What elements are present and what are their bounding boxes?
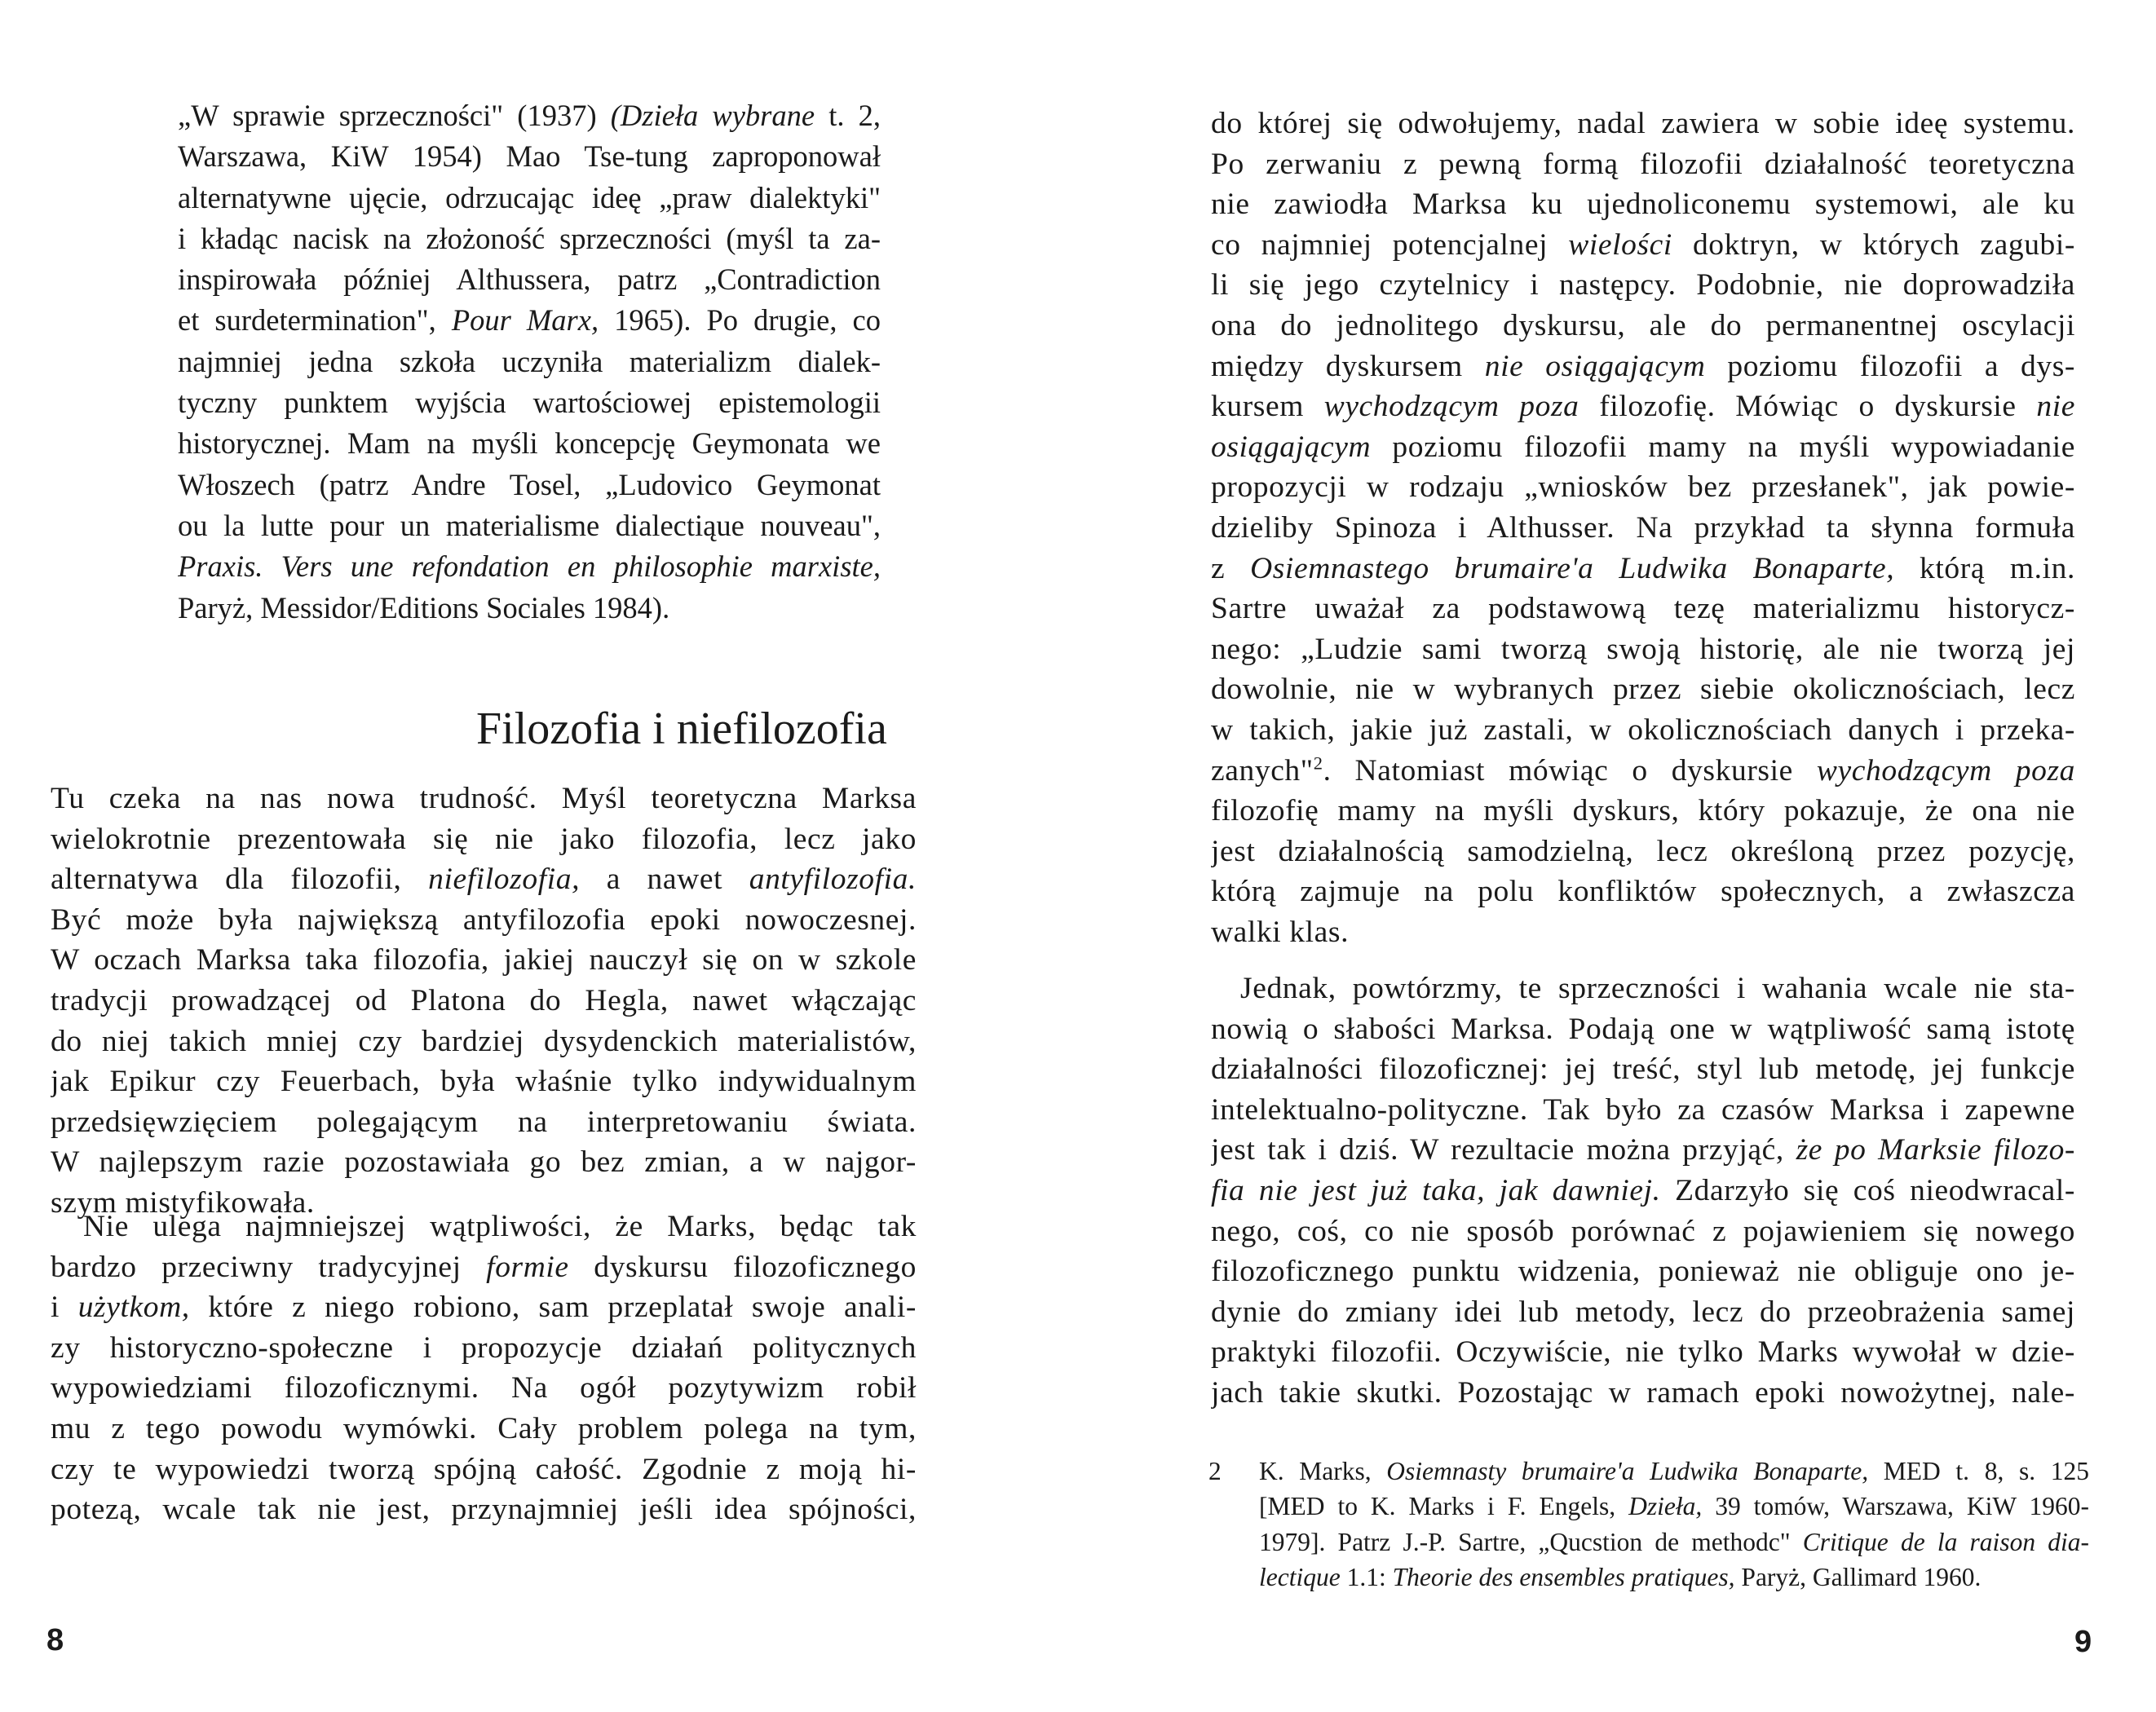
note-line: najmniej jedna szkoła uczyniła materializm dialek- bbox=[178, 344, 881, 378]
note-line: i kładąc nacisk na złożoność sprzeczności (myśl ta za- bbox=[178, 221, 881, 255]
note-line: ou la lutte pour un materialisme dialectiąue nouveau", bbox=[178, 508, 881, 542]
footnote-marker: 2 bbox=[1313, 752, 1323, 773]
paragraph-line: jach takie skutki. Pozostając w ramach epoki nowożytnej, nale- bbox=[1211, 1375, 2075, 1410]
paragraph-line: tradycji prowadzącej od Platona do Hegla, nawet włączając bbox=[51, 983, 917, 1017]
note-line: inspirowała później Althussera, patrz „Contradiction bbox=[178, 263, 881, 297]
note-line: tyczny punktem wyjścia wartościowej epistemologii bbox=[178, 386, 881, 420]
paragraph-line: jest działalnością samodzielną, lecz określoną przez pozycję, bbox=[1211, 834, 2075, 868]
left-paragraph-2 bbox=[51, 1207, 917, 1530]
page-number-left: 8 bbox=[46, 1623, 64, 1657]
paragraph-line: Być może była największą antyfilozofia epoki nowoczesnej. bbox=[51, 902, 917, 937]
right-paragraph-2 bbox=[1211, 969, 2075, 1414]
note-line: Włoszech (patrz Andre Tosel, „Ludovico Geymonat bbox=[178, 467, 881, 501]
footnote-number: 2 bbox=[1208, 1457, 1222, 1485]
footnote bbox=[1208, 1454, 2089, 1600]
paragraph-line: zy historyczno-społeczne i propozycje działań politycznych bbox=[51, 1330, 917, 1365]
paragraph-line: mu z tego powodu wymówki. Cały problem polega na tym, bbox=[51, 1411, 917, 1445]
right-paragraph-1 bbox=[1211, 104, 2075, 952]
paragraph-line: potezą, wcale tak nie jest, przynajmniej jeśli idea spójności, bbox=[51, 1493, 917, 1527]
paragraph-line: z Osiemnastego brumaire'a Ludwika Bonaparte, którą m.in. bbox=[1211, 551, 2075, 585]
note-line: alternatywne ujęcie, odrzucając ideę „praw dialektyki" bbox=[178, 180, 881, 214]
footnote-line: K. Marks, Osiemnasty brumaire'a Ludwika Bonaparte, MED t. 8, s. 125 bbox=[1259, 1457, 2089, 1485]
paragraph-line: Sartre uważał za podstawową tezę materializmu historycz- bbox=[1211, 592, 2075, 626]
footnote-line: 1979]. Patrz J.-P. Sartre, „Qucstion de methodc" Critique de la raison dia- bbox=[1259, 1527, 2089, 1556]
paragraph-line: praktyki filozofii. Oczywiście, nie tylko Marks wywołał w dzie- bbox=[1211, 1335, 2075, 1370]
paragraph-line: przedsięwzięciem polegającym na interpretowaniu świata. bbox=[51, 1105, 917, 1139]
paragraph-line: fia nie jest już taka, jak dawniej. Zdarzyło się coś nieodwracal- bbox=[1211, 1173, 2075, 1207]
paragraph-line: propozycji w rodzaju „wniosków bez przesłanek", jak powie- bbox=[1211, 470, 2075, 505]
paragraph-line: kursem wychodzącym poza filozofię. Mówiąc o dyskursie nie bbox=[1211, 390, 2075, 424]
paragraph-line: jak Epikur czy Feuerbach, była właśnie tylko indywidualnym bbox=[51, 1065, 917, 1099]
footnote-line: lectique 1.1: Theorie des ensembles pratiques, Paryż, Gallimard 1960. bbox=[1259, 1562, 1981, 1591]
paragraph-line: intelektualno-polityczne. Tak było za czasów Marksa i zapewne bbox=[1211, 1092, 2075, 1127]
paragraph-line: W oczach Marksa taka filozofia, jakiej nauczył się on w szkole bbox=[51, 943, 917, 977]
paragraph-line: Tu czeka na nas nowa trudność. Myśl teoretyczna Marksa bbox=[51, 782, 917, 815]
paragraph-line: dynie do zmiany idei lub metody, lecz do przeobrażenia samej bbox=[1211, 1295, 2075, 1329]
paragraph-line: bardzo przeciwny tradycyjnej formie dyskursu filozoficznego bbox=[51, 1250, 917, 1284]
note-line: Warszawa, KiW 1954) Mao Tse-tung zaproponował bbox=[178, 139, 881, 174]
footnote-text bbox=[1259, 1454, 2089, 1595]
paragraph-line: nie zawiodła Marksa ku ujednoliconemu systemowi, ale ku bbox=[1211, 188, 2075, 222]
paragraph-line: wielokrotnie prezentowała się nie jako filozofia, lecz jako bbox=[51, 822, 917, 856]
paragraph-line: do niej takich mniej czy bardziej dysydenckich materialistów, bbox=[51, 1024, 917, 1058]
paragraph-line: filozofię mamy na myśli dyskurs, który pokazuje, że ona nie bbox=[1211, 794, 2075, 828]
note-line: et surdetermination", Pour Marx, 1965). Po drugie, co bbox=[178, 303, 881, 338]
paragraph-line: działalności filozoficznej: jej treść, styl lub metodę, jej funkcje bbox=[1211, 1052, 2075, 1087]
paragraph-line: jest tak i dziś. W rezultacie można przyjąć, że po Marksie filozo- bbox=[1211, 1133, 2075, 1167]
left-paragraph-1 bbox=[51, 779, 917, 1224]
paragraph-line: zanych"$^2$. Natomiast mówiąc o dyskursie wychodzącym poza bbox=[1211, 752, 2075, 788]
paragraph-line: W najlepszym razie pozostawiała go bez zmian, a w najgor- bbox=[51, 1145, 917, 1180]
left-intro-note bbox=[178, 95, 881, 629]
note-line: Paryż, Messidor/Editions Sociales 1984). bbox=[178, 590, 670, 624]
paragraph-line: co najmniej potencjalnej wielości doktryn, w których zagubi- bbox=[1211, 227, 2075, 262]
paragraph-line: walki klas. bbox=[1211, 915, 1350, 949]
paragraph-line: czy te wypowiedzi tworzą spójną całość. Zgodnie z moją hi- bbox=[51, 1452, 917, 1486]
paragraph-line: Jednak, powtórzmy, te sprzeczności i wahania wcale nie sta- bbox=[1240, 972, 2075, 1005]
right-page bbox=[1078, 0, 2156, 1712]
paragraph-line: do której się odwołujemy, nadal zawiera w sobie ideę systemu. bbox=[1211, 107, 2075, 140]
paragraph-line: filozoficznego punktu widzenia, ponieważ nie obliguje ono je- bbox=[1211, 1255, 2075, 1289]
paragraph-line: osiągającym poziomu filozofii mamy na myśli wypowiadanie bbox=[1211, 430, 2075, 464]
note-line: historycznej. Mam na myśli koncepcję Geymonata we bbox=[178, 426, 881, 461]
paragraph-line: dowolnie, nie w wybranych przez siebie okolicznościach, lecz bbox=[1211, 673, 2075, 707]
footnote-line: [MED to K. Marks i F. Engels, Dzieła, 39 tomów, Warszawa, KiW 1960- bbox=[1259, 1492, 2089, 1521]
paragraph-line: w takich, jakie już zastali, w okolicznościach danych i przeka- bbox=[1211, 713, 2075, 747]
paragraph-line: Po zerwaniu z pewną formą filozofii działalność teoretyczna bbox=[1211, 147, 2075, 181]
paragraph-line: wypowiedziami filozoficznymi. Na ogół pozytywizm robił bbox=[51, 1371, 917, 1405]
paragraph-line: nowią o słabości Marksa. Podają one w wątpliwość samą istotę bbox=[1211, 1012, 2075, 1046]
note-line: „W sprawie sprzeczności" (1937) (Dzieła wybrane t. 2, bbox=[178, 99, 881, 132]
paragraph-line: alternatywa dla filozofii, niefilozofia, a nawet antyfilozofia. bbox=[51, 863, 917, 897]
paragraph-line: i użytkom, które z niego robiono, sam przeplatał swoje anali- bbox=[51, 1291, 917, 1325]
paragraph-line: Nie ulega najmniejszej wątpliwości, że Marks, będąc tak bbox=[83, 1210, 917, 1243]
paragraph-line: którą zajmuje na polu konfliktów społecznych, a zwłaszcza bbox=[1211, 875, 2075, 909]
paragraph-line: szym mistyfikowała. bbox=[51, 1185, 315, 1220]
paragraph-line: między dyskursem nie osiągającym poziomu filozofii a dys- bbox=[1211, 349, 2075, 383]
section-heading: Filozofia i niefilozofia bbox=[476, 704, 887, 754]
page-number-right: 9 bbox=[2074, 1625, 2092, 1659]
note-line: Praxis. Vers une refondation en philosophie marxiste, bbox=[178, 549, 881, 584]
paragraph-line: nego, coś, co nie sposób porównać z pojawieniem się nowego bbox=[1211, 1214, 2075, 1248]
paragraph-line: dzieliby Spinoza i Althusser. Na przykład ta słynna formuła bbox=[1211, 510, 2075, 545]
paragraph-line: li się jego czytelnicy i następcy. Podobnie, nie doprowadziła bbox=[1211, 268, 2075, 302]
paragraph-line: ona do jednolitego dyskursu, ale do permanentnej oscylacji bbox=[1211, 308, 2075, 342]
paragraph-line: nego: „Ludzie sami tworzą swoją historię, ale nie tworzą jej bbox=[1211, 632, 2075, 666]
